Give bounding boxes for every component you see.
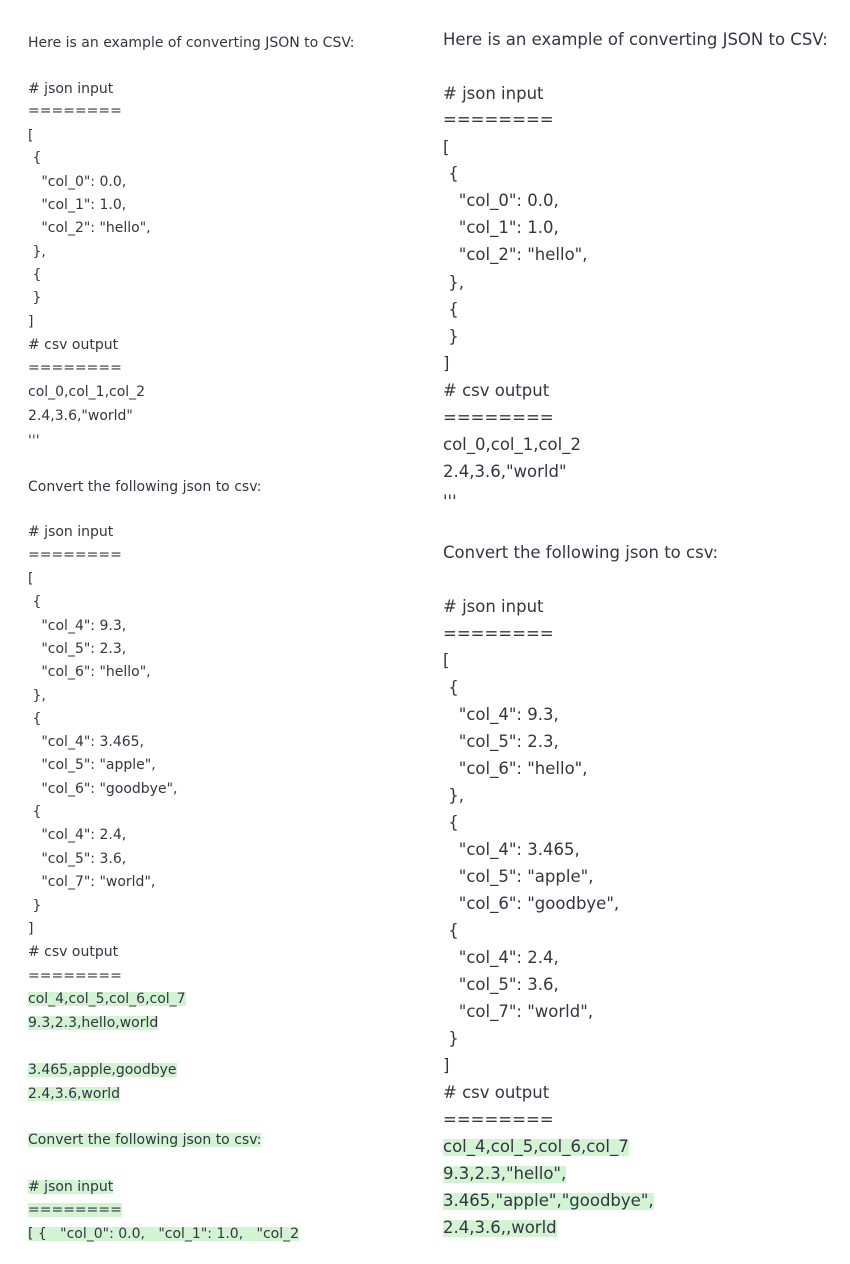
text-line: }, xyxy=(443,273,464,292)
text-line: } xyxy=(28,898,42,914)
text-line: "col_4": 2.4, xyxy=(28,827,127,843)
text-line: ======== xyxy=(28,547,122,563)
highlighted-text-line: 2.4,3.6,,world xyxy=(443,1218,557,1237)
text-line: Here is an example of converting JSON to CSV: xyxy=(443,30,828,49)
text-line: "col_5": "apple", xyxy=(443,867,594,886)
text-line: col_0,col_1,col_2 xyxy=(28,384,146,400)
text-line: { xyxy=(28,594,42,610)
text-line: } xyxy=(443,1029,459,1048)
text-line: # csv output xyxy=(443,381,550,400)
text-line: ======== xyxy=(443,1110,554,1129)
text-line: "col_4": 2.4, xyxy=(443,948,559,967)
text-line: "col_7": "world", xyxy=(443,1002,594,1021)
highlighted-text-line: Convert the following json to csv: xyxy=(28,1132,262,1148)
text-line: "col_4": 9.3, xyxy=(443,705,559,724)
highlighted-text-line: 9.3,2.3,hello,world xyxy=(28,1015,159,1031)
text-line: # csv output xyxy=(28,944,119,960)
text-line: "col_1": 1.0, xyxy=(443,218,559,237)
text-line: ''' xyxy=(443,492,457,511)
text-line: "col_7": "world", xyxy=(28,874,156,890)
text-line: ======== xyxy=(28,968,122,984)
text-line: "col_1": 1.0, xyxy=(28,197,127,213)
text-line: { xyxy=(443,300,459,319)
text-line: { xyxy=(28,711,42,727)
text-line: ======== xyxy=(443,110,554,129)
highlighted-text-line: 9.3,2.3,"hello", xyxy=(443,1164,567,1183)
text-line: { xyxy=(28,267,42,283)
text-line: # csv output xyxy=(28,337,119,353)
text-line: "col_6": "goodbye", xyxy=(443,894,620,913)
text-line: { xyxy=(443,678,459,697)
text-line: "col_5": 3.6, xyxy=(28,851,127,867)
text-line: ] xyxy=(443,354,450,373)
text-line: "col_6": "hello", xyxy=(28,664,151,680)
text-line: "col_2": "hello", xyxy=(443,245,588,264)
highlighted-text-line: # json input xyxy=(28,1179,114,1195)
text-line: Convert the following json to csv: xyxy=(28,479,262,495)
text-line: "col_4": 3.465, xyxy=(28,734,144,750)
text-line: "col_0": 0.0, xyxy=(443,191,559,210)
text-line: }, xyxy=(28,244,46,260)
text-line: Here is an example of converting JSON to CSV: xyxy=(28,35,355,51)
text-line: [ xyxy=(443,138,450,157)
text-line: # json input xyxy=(28,81,114,97)
text-line: ] xyxy=(28,314,34,330)
text-line: "col_5": 2.3, xyxy=(443,732,559,751)
text-line: }, xyxy=(28,688,46,704)
text-line: "col_5": "apple", xyxy=(28,757,156,773)
text-line: ======== xyxy=(443,408,554,427)
text-line: Convert the following json to csv: xyxy=(443,543,719,562)
text-line: # json input xyxy=(443,84,544,103)
text-line: 2.4,3.6,"world" xyxy=(28,408,133,424)
highlighted-text-line: 2.4,3.6,world xyxy=(28,1086,120,1102)
text-line: [ xyxy=(28,571,34,587)
text-line: 2.4,3.6,"world" xyxy=(443,462,567,481)
text-line: [ xyxy=(28,128,34,144)
text-line: "col_4": 9.3, xyxy=(28,618,127,634)
highlighted-text-line: ======== xyxy=(28,1202,122,1218)
text-line: { xyxy=(28,150,42,166)
text-line: ======== xyxy=(443,624,554,643)
highlighted-text-line: 3.465,apple,goodbye xyxy=(28,1062,177,1078)
text-line: "col_2": "hello", xyxy=(28,220,151,236)
text-line: "col_0": 0.0, xyxy=(28,174,127,190)
text-line: { xyxy=(443,813,459,832)
text-line: "col_6": "goodbye", xyxy=(28,781,178,797)
highlighted-text-line: col_4,col_5,col_6,col_7 xyxy=(28,991,186,1007)
text-line: "col_4": 3.465, xyxy=(443,840,580,859)
text-line: [ xyxy=(443,651,450,670)
highlighted-text-line: col_4,col_5,col_6,col_7 xyxy=(443,1137,629,1156)
text-line: } xyxy=(443,327,459,346)
text-line: { xyxy=(28,804,42,820)
text-line: "col_6": "hello", xyxy=(443,759,588,778)
highlighted-text-line: [ { "col_0": 0.0, "col_1": 1.0, "col_2 xyxy=(28,1226,300,1242)
text-line: # json input xyxy=(443,597,544,616)
text-line: # csv output xyxy=(443,1083,550,1102)
text-line: } xyxy=(28,290,42,306)
text-line: ''' xyxy=(28,433,40,449)
text-line: { xyxy=(443,164,459,183)
text-line: ======== xyxy=(28,103,122,119)
text-line: col_0,col_1,col_2 xyxy=(443,435,581,454)
text-line: "col_5": 3.6, xyxy=(443,975,559,994)
text-line: ] xyxy=(443,1056,450,1075)
text-line: ======== xyxy=(28,360,122,376)
text-line: { xyxy=(443,921,459,940)
highlighted-text-line: 3.465,"apple","goodbye", xyxy=(443,1191,654,1210)
text-line: # json input xyxy=(28,524,114,540)
text-line: }, xyxy=(443,786,464,805)
text-line: ] xyxy=(28,921,34,937)
text-line: "col_5": 2.3, xyxy=(28,641,127,657)
